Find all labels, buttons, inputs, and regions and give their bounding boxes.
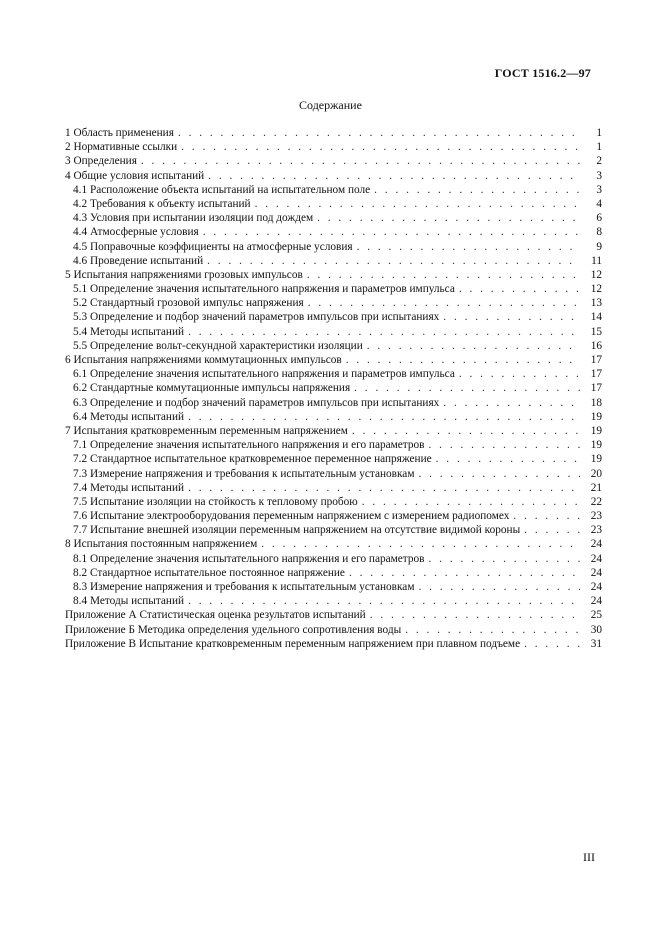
toc-entry-label: 7 Испытания кратковременным переменным напряжением (65, 424, 348, 437)
toc-entry (65, 509, 602, 523)
toc-entry-page: 19 (590, 439, 602, 452)
toc-entry-page: 1 (596, 141, 602, 154)
toc-entry-page: 24 (590, 538, 602, 551)
toc-entry (65, 381, 602, 395)
toc-dot-leader (370, 608, 580, 622)
toc-entry (65, 396, 602, 410)
toc-dot-leader (443, 310, 580, 324)
toc-entry-label: 5.5 Определение вольт-секундной характеристики изоляции (73, 339, 363, 352)
toc-dot-leader (418, 467, 580, 481)
toc-entry (65, 537, 602, 551)
toc-dot-leader (429, 552, 580, 566)
toc-entry-page: 31 (590, 637, 602, 650)
toc-entry (65, 339, 602, 353)
toc-entry-label: 3 Определения (65, 155, 137, 168)
toc-entry (65, 438, 602, 452)
toc-entry-page: 3 (596, 169, 602, 182)
toc-entry (65, 424, 602, 438)
toc-entry-page: 4 (596, 197, 602, 210)
toc-entry-page: 23 (590, 510, 602, 523)
toc-entry-label: 6.2 Стандартные коммутационные импульсы напряжения (73, 382, 351, 395)
toc-entry-page: 1 (596, 127, 602, 139)
toc-entry-page: 17 (590, 382, 602, 395)
toc-entry (65, 154, 602, 168)
toc-entry (65, 211, 602, 225)
toc-entry (65, 495, 602, 509)
toc-dot-leader (459, 367, 580, 381)
toc-entry-page: 21 (590, 481, 602, 494)
toc-entry-page: 14 (590, 311, 602, 324)
toc-entry-page: 23 (590, 524, 602, 537)
toc-dot-leader (362, 495, 580, 509)
toc-entry-label: 6.4 Методы испытаний (73, 410, 185, 423)
toc-entry (65, 268, 602, 282)
toc-entry-page: 12 (590, 283, 602, 296)
toc-entry (65, 140, 602, 154)
toc-entry-page: 19 (590, 410, 602, 423)
toc-entry (65, 126, 602, 140)
toc-dot-leader (429, 438, 580, 452)
toc-dot-leader (188, 594, 580, 608)
toc-dot-leader (357, 240, 580, 254)
toc-entry-page: 13 (590, 297, 602, 310)
toc-dot-leader (436, 452, 580, 466)
toc-entry-page: 17 (590, 368, 602, 381)
toc-dot-leader (346, 353, 580, 367)
toc-entry-label: 4.2 Требования к объекту испытаний (73, 197, 251, 210)
toc-entry-label: 7.3 Измерение напряжения и требования к испытательным установкам (73, 467, 415, 480)
toc-entry-page: 24 (590, 581, 602, 593)
toc-dot-leader (203, 225, 580, 239)
toc-entry-page: 19 (590, 424, 602, 437)
toc-dot-leader (261, 537, 580, 551)
toc-entry (65, 552, 602, 566)
toc-dot-leader (354, 381, 580, 395)
toc-entry-page: 24 (590, 566, 602, 579)
toc-entry (65, 452, 602, 466)
toc-entry (65, 481, 602, 495)
toc-entry-label: 4 Общие условия испытаний (65, 169, 205, 182)
toc-entry-label: 6.3 Определение и подбор значений параметров импульсов при испытаниях (73, 396, 440, 409)
toc-entry-label: 4.1 Расположение объекта испытаний на испытательном поле (73, 183, 371, 196)
toc-entry-label: Приложение В Испытание кратковременным переменным напряжением при плавном подъеме (65, 637, 521, 650)
toc-entry-page: 17 (590, 354, 602, 366)
toc-entry-label: Приложение А Статистическая оценка результатов испытаний (65, 609, 366, 622)
toc-dot-leader (308, 296, 580, 310)
toc-entry-page: 30 (590, 623, 602, 636)
toc-entry-page: 2 (596, 155, 602, 168)
toc-entry (65, 183, 602, 197)
toc-entry (65, 254, 602, 268)
toc-entry-label: 7.4 Методы испытаний (73, 481, 185, 494)
toc-dot-leader (459, 282, 580, 296)
toc-entry (65, 580, 602, 594)
toc-dot-leader (352, 424, 580, 438)
toc-entry-label: 5.2 Стандартный грозовой импульс напряжения (73, 297, 304, 310)
toc-entry (65, 310, 602, 324)
toc-entry (65, 353, 602, 367)
toc-entry-page: 8 (596, 226, 602, 239)
toc-entry-label: 7.1 Определение значения испытательного напряжения и его параметров (73, 439, 425, 452)
toc-dot-leader (418, 580, 580, 594)
toc-dot-leader (443, 396, 580, 410)
toc-entry (65, 367, 602, 381)
toc-dot-leader (513, 509, 580, 523)
toc-entry-page: 16 (590, 339, 602, 352)
table-of-contents (65, 126, 602, 651)
toc-entry-label: 4.4 Атмосферные условия (73, 226, 199, 239)
toc-entry (65, 296, 602, 310)
toc-entry-label: 6.1 Определение значения испытательного напряжения и параметров импульса (73, 368, 455, 381)
toc-title: Содержание (299, 98, 362, 112)
toc-dot-leader (188, 410, 580, 424)
toc-entry-label: 4.5 Поправочные коэффициенты на атмосферные условия (73, 240, 353, 253)
toc-entry-page: 9 (596, 240, 602, 253)
toc-entry-label: 5 Испытания напряжениями грозовых импульсов (65, 268, 303, 281)
toc-dot-leader (141, 154, 580, 168)
toc-entry-label: 2 Нормативные ссылки (65, 141, 178, 154)
toc-entry-label: Приложение Б Методика определения удельного сопротивления воды (65, 623, 402, 636)
toc-entry-page: 20 (590, 467, 602, 480)
toc-dot-leader (188, 481, 580, 495)
toc-entry-label: 6 Испытания напряжениями коммутационных импульсов (65, 354, 342, 366)
toc-dot-leader (317, 211, 580, 225)
toc-entry-label: 8 Испытания постоянным напряжением (65, 538, 258, 551)
toc-entry-label: 7.7 Испытание внешней изоляции переменным напряжением на отсутствие видимой короны (73, 524, 521, 537)
toc-entry-label: 5.1 Определение значения испытательного напряжения и параметров импульса (73, 283, 455, 296)
toc-dot-leader (349, 566, 580, 580)
toc-entry-label: 5.4 Методы испытаний (73, 325, 185, 338)
toc-entry-label: 7.5 Испытание изоляции на стойкость к тепловому пробою (73, 495, 358, 508)
toc-entry-page: 22 (590, 495, 602, 508)
toc-dot-leader (207, 254, 580, 268)
toc-entry-label: 4.3 Условия при испытании изоляции под дождем (73, 212, 314, 225)
toc-entry (65, 282, 602, 296)
toc-entry-page: 12 (590, 268, 602, 281)
toc-dot-leader (405, 623, 580, 637)
toc-dot-leader (374, 183, 580, 197)
toc-entry-page: 24 (590, 595, 602, 608)
toc-dot-leader (524, 637, 580, 651)
toc-dot-leader (524, 523, 580, 537)
toc-entry-label: 1 Область применения (65, 127, 174, 139)
toc-entry-label: 8.3 Измерение напряжения и требования к испытательным установкам (73, 581, 415, 593)
toc-entry-page: 18 (590, 396, 602, 409)
toc-entry-label: 8.1 Определение значения испытательного напряжения и его параметров (73, 552, 425, 565)
toc-entry (65, 608, 602, 622)
toc-entry (65, 637, 602, 651)
toc-entry-page: 24 (590, 552, 602, 565)
toc-entry-label: 8.2 Стандартное испытательное постоянное напряжение (73, 566, 345, 579)
toc-entry (65, 325, 602, 339)
toc-dot-leader (307, 268, 580, 282)
toc-entry-label: 5.3 Определение и подбор значений параметров импульсов при испытаниях (73, 311, 440, 324)
toc-entry-page: 3 (596, 183, 602, 196)
document-code: ГОСТ 1516.2—97 (494, 66, 591, 80)
toc-entry (65, 623, 602, 637)
toc-entry-label: 7.6 Испытание электрооборудования переменным напряжением с измерением радиопомех (73, 510, 510, 523)
toc-dot-leader (188, 325, 580, 339)
toc-dot-leader (255, 197, 580, 211)
toc-dot-leader (181, 140, 580, 154)
toc-entry-page: 15 (590, 325, 602, 338)
page-number: III (583, 850, 595, 864)
toc-entry (65, 197, 602, 211)
toc-dot-leader (208, 169, 580, 183)
toc-entry (65, 410, 602, 424)
toc-entry (65, 225, 602, 239)
toc-entry-label: 7.2 Стандартное испытательное кратковременное переменное напряжение (73, 453, 432, 466)
toc-entry (65, 467, 602, 481)
toc-entry (65, 169, 602, 183)
toc-entry (65, 594, 602, 608)
toc-entry-label: 4.6 Проведение испытаний (73, 254, 204, 267)
toc-entry-page: 11 (591, 254, 602, 267)
toc-entry (65, 240, 602, 254)
toc-entry-page: 6 (596, 212, 602, 225)
toc-entry-label: 8.4 Методы испытаний (73, 595, 185, 608)
toc-dot-leader (178, 126, 580, 140)
toc-entry-page: 19 (590, 453, 602, 466)
toc-entry-page: 25 (590, 609, 602, 622)
toc-dot-leader (367, 339, 580, 353)
toc-entry (65, 523, 602, 537)
toc-entry (65, 566, 602, 580)
